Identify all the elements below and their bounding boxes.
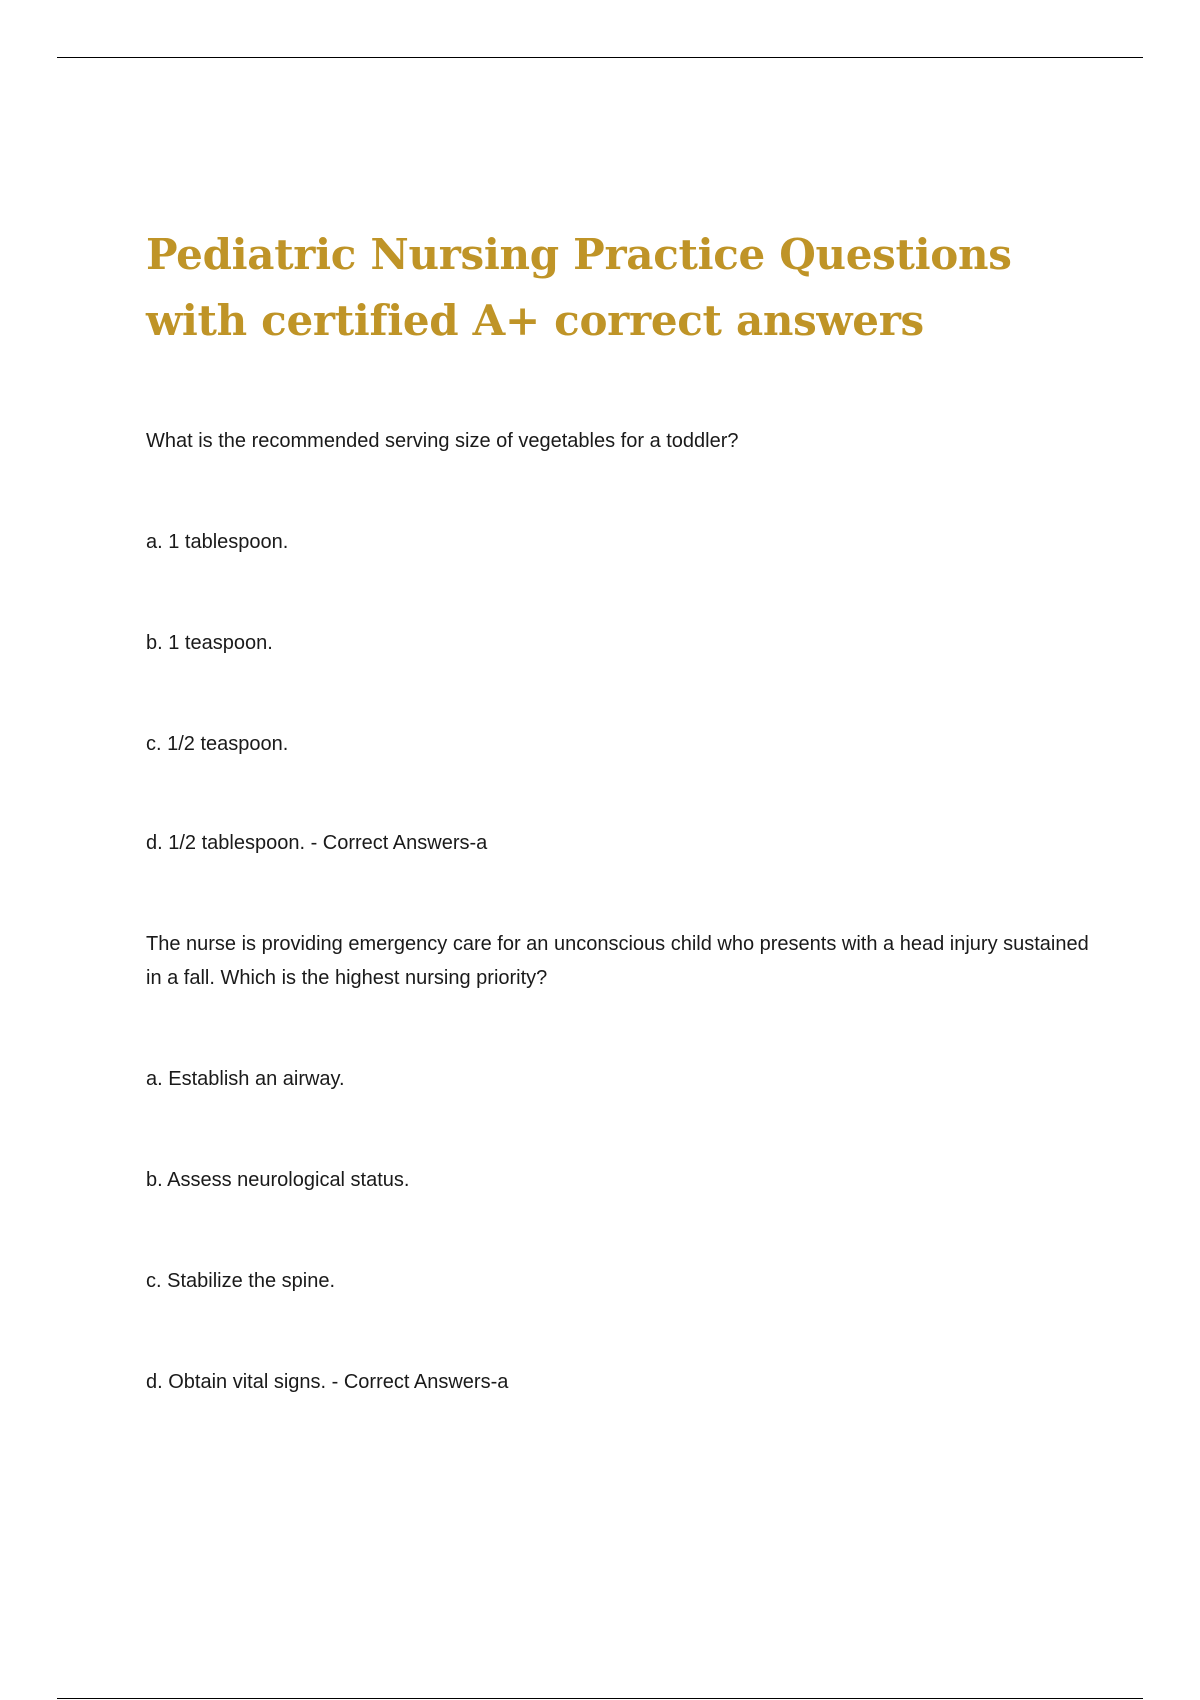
question-2-option-a: a. Establish an airway.	[146, 1068, 345, 1090]
question-2-option-b: b. Assess neurological status.	[146, 1169, 410, 1191]
question-1-option-d: d. 1/2 tablespoon. - Correct Answers-a	[146, 832, 488, 854]
top-rule	[57, 57, 1143, 58]
question-1-text: What is the recommended serving size of vegetables for a toddler?	[146, 430, 739, 452]
document-title: Pediatric Nursing Practice Questions with certified A+ correct answers	[146, 230, 1012, 345]
question-2-text: The nurse is providing emergency care for an unconscious child who presents with a head injury sustained in a fall. Which is the highest nursing priority?	[146, 933, 1089, 989]
question-2-option-c: c. Stabilize the spine.	[146, 1270, 335, 1292]
bottom-rule	[57, 1698, 1143, 1699]
question-2-option-d: d. Obtain vital signs. - Correct Answers-a	[146, 1371, 509, 1393]
question-1-option-a: a. 1 tablespoon.	[146, 531, 289, 553]
question-1-option-b: b. 1 teaspoon.	[146, 632, 273, 654]
question-1-option-c: c. 1/2 teaspoon.	[146, 733, 289, 755]
